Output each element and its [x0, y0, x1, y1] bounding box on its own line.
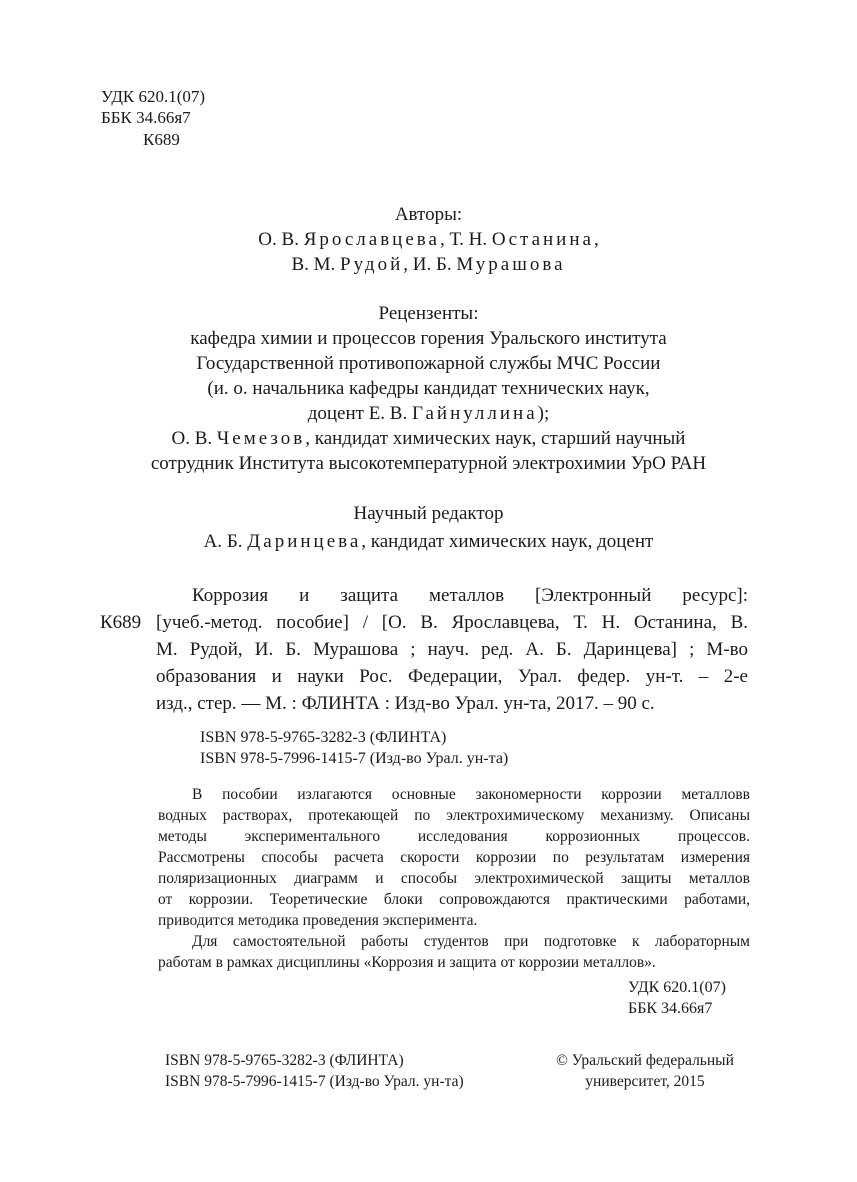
- reviewers-line: Государственной противопожарной службы МЧС России: [196, 353, 661, 374]
- author-initials: В. М.: [291, 254, 341, 275]
- bibliographic-line: Коррозия и защита металлов [Электронный ресурс]:: [192, 585, 748, 606]
- annotation-line: поляризационных диаграмм и способы электрохимической защиты металлов: [158, 870, 750, 887]
- isbn-line: ISBN 978-5-9765-3282-3 (ФЛИНТА): [200, 729, 447, 746]
- isbn-block: [200, 727, 508, 769]
- reviewers-line: сотрудник Института высокотемпературной электрохимии УрО РАН: [150, 453, 707, 474]
- author-mark: К689: [143, 130, 180, 149]
- bottom-isbn: [165, 1050, 464, 1092]
- udk-code: УДК 620.1(07): [628, 979, 726, 996]
- reviewer-name: Чемезов: [216, 428, 306, 449]
- editor-credentials: , кандидат химических наук, доцент: [361, 531, 654, 552]
- annotation: [158, 784, 750, 973]
- isbn-line: ISBN 978-5-7996-1415-7 (Изд-во Урал. ун-та): [165, 1073, 464, 1090]
- isbn-line: ISBN 978-5-7996-1415-7 (Изд-во Урал. ун-та): [200, 750, 509, 767]
- bibliographic-line: [учеб.-метод. пособие] / [О. В. Ярославцева, Т. Н. Останина, В.: [156, 612, 748, 633]
- udk-code: УДК 620.1(07): [101, 87, 206, 106]
- reviewers-line: (и. о. начальника кафедры кандидат технических наук,: [207, 378, 650, 399]
- editor-heading: Научный редактор: [353, 503, 504, 524]
- annotation-line: Для самостоятельной работы студентов при подготовке к лабораторным: [192, 933, 750, 950]
- copyright: [540, 1050, 750, 1092]
- bibliographic-code: К689: [100, 612, 142, 633]
- editor-initials: А. Б.: [203, 531, 248, 552]
- authors-line-1: [0, 227, 857, 252]
- isbn-line: ISBN 978-5-9765-3282-3 (ФЛИНТА): [165, 1052, 404, 1069]
- bibliographic-record: [156, 582, 748, 717]
- reviewers-heading: Рецензенты:: [378, 303, 479, 324]
- author-initials: , И. Б.: [403, 254, 457, 275]
- bibliographic-line: образования и науки Рос. Федерации, Урал. федер. ун-т. – 2-е: [156, 666, 748, 687]
- reviewer-credentials: , кандидат химических наук, старший научный: [305, 428, 686, 449]
- reviewers-line: [0, 401, 857, 426]
- footer-codes: [628, 977, 726, 1019]
- annotation-line: Рассмотрены способы расчета скорости коррозии по результатам измерения: [158, 849, 750, 866]
- bibliographic-line: М. Рудой, И. Б. Мурашова ; науч. ред. А. Б. Даринцева] ; М-во: [156, 639, 748, 660]
- authors-line-2: [0, 252, 857, 277]
- bbk-code: ББК 34.66я7: [628, 1000, 713, 1017]
- authors-heading: Авторы:: [394, 204, 463, 225]
- editor-name: Даринцева: [247, 531, 362, 552]
- annotation-line: работам в рамках дисциплины «Коррозия и защита от коррозии металлов».: [158, 954, 656, 971]
- copyright-line: университет, 2015: [585, 1073, 705, 1090]
- bibliographic-line: изд., стер. — М. : ФЛИНТА : Изд-во Урал. ун-та, 2017. – 90 с.: [156, 693, 655, 714]
- reviewer-name: Гайнуллина: [411, 403, 538, 424]
- punctuation: ,: [593, 229, 599, 250]
- reviewers-line: кафедра химии и процессов горения Уральского института: [190, 328, 667, 349]
- author-name: Ярославцева: [303, 229, 440, 250]
- author-name: Рудой: [340, 254, 404, 275]
- editor-line: [0, 529, 857, 554]
- punctuation: );: [537, 403, 550, 424]
- reviewer-initials: О. В.: [171, 428, 217, 449]
- annotation-line: от коррозии. Теоретические блоки сопровождаются практическими работами,: [158, 891, 750, 908]
- annotation-line: приводится методика проведения эксперимента.: [158, 912, 478, 929]
- author-name: Мурашова: [456, 254, 566, 275]
- bbk-code: ББК 34.66я7: [101, 108, 191, 127]
- annotation-line: водных растворах, протекающей по электрохимическому механизму. Описаны: [158, 807, 750, 824]
- annotation-line: В пособии излагаются основные закономерности коррозии металловв: [192, 786, 750, 803]
- author-initials: , Т. Н.: [439, 229, 492, 250]
- annotation-line: методы экспериментального исследования коррозионных процессов.: [158, 828, 750, 845]
- author-initials: О. В.: [258, 229, 304, 250]
- reviewers-line: [0, 426, 857, 451]
- reviewer-initials: доцент Е. В.: [307, 403, 412, 424]
- copyright-line: © Уральский федеральный: [556, 1052, 734, 1069]
- author-name: Останина: [491, 229, 594, 250]
